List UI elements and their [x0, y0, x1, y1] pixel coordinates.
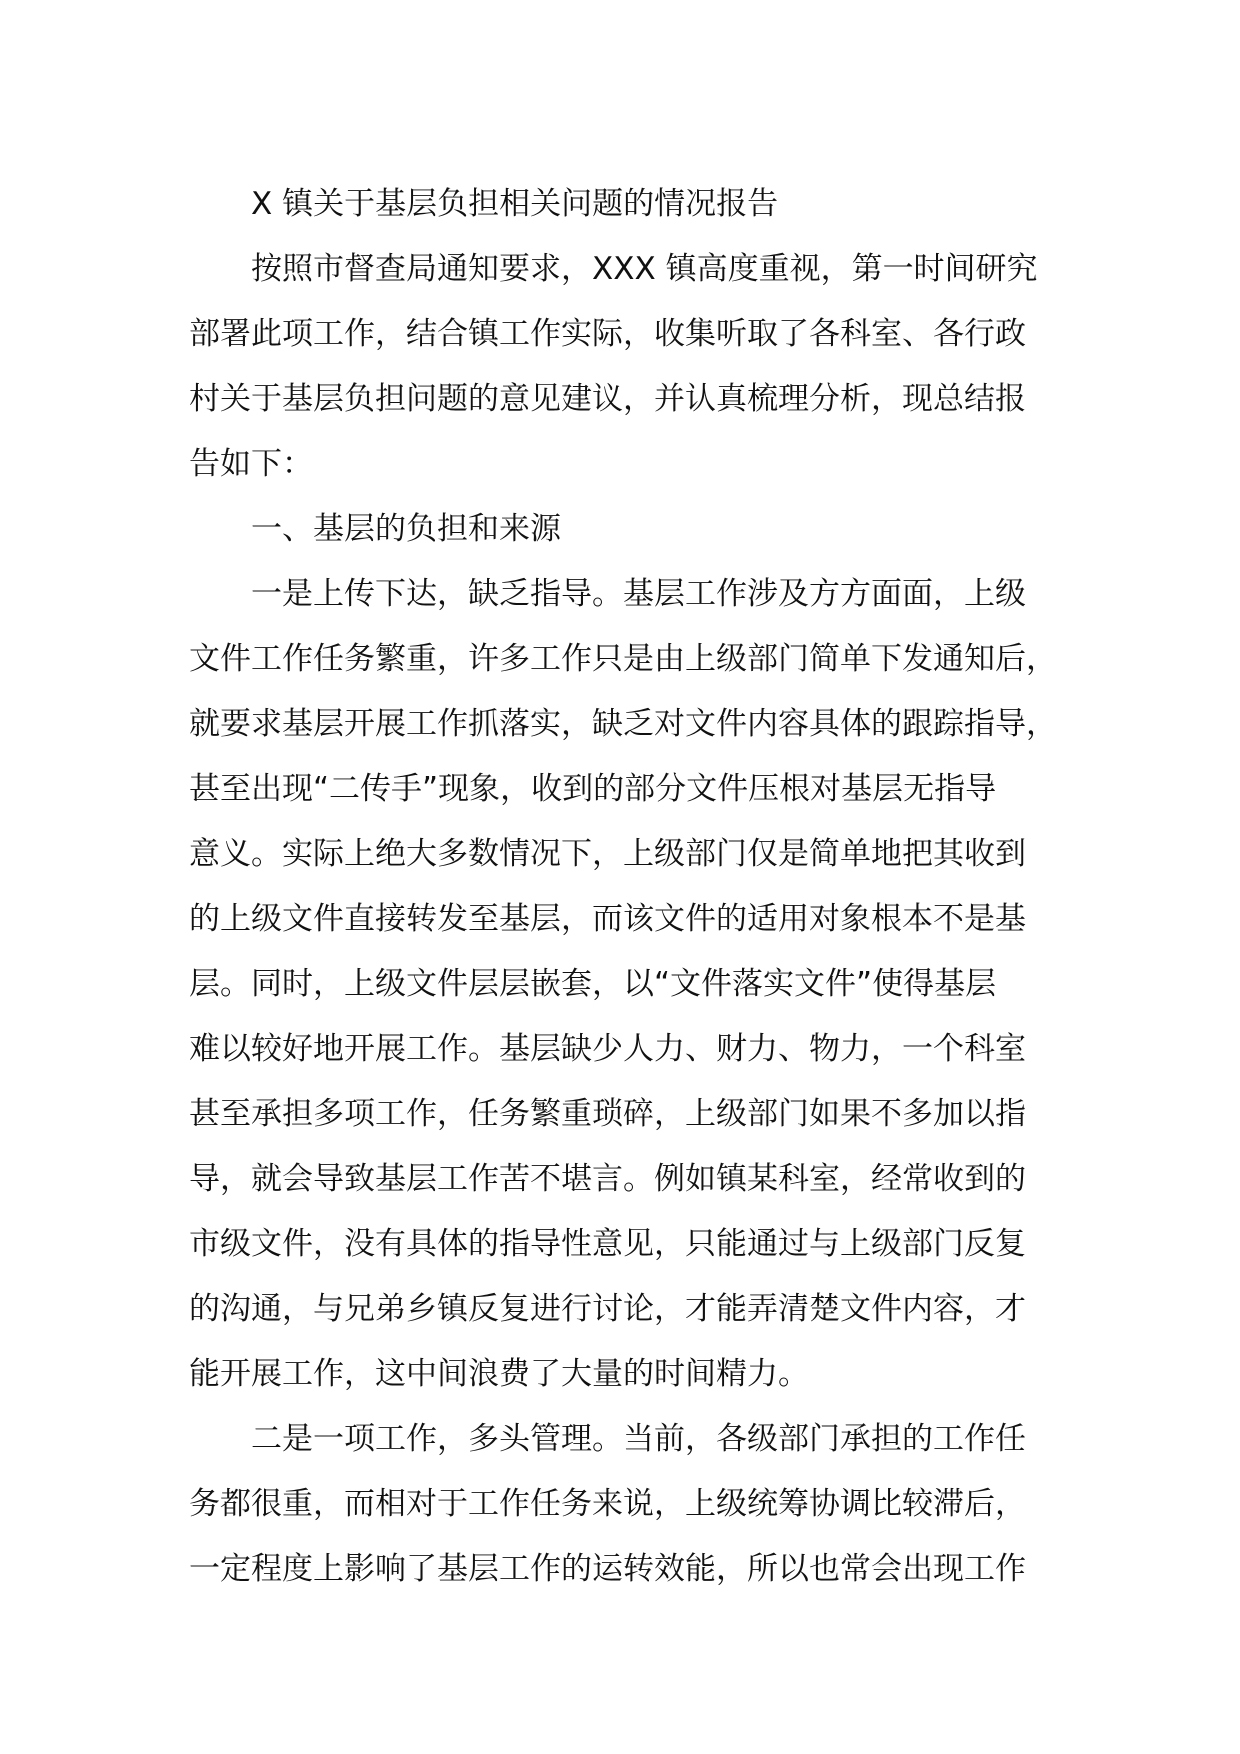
paragraph-line: 一是上传下达，缺乏指导。基层工作涉及方方面面，上级	[251, 576, 1026, 612]
paragraph-line: 一定程度上影响了基层工作的运转效能，所以也常会出现工作	[189, 1551, 1026, 1587]
paragraph-line: 的上级文件直接转发至基层，而该文件的适用对象根本不是基	[189, 901, 1026, 937]
paragraph-line: 村关于基层负担问题的意见建议，并认真梳理分析，现总结报	[189, 381, 1026, 417]
section-heading-text: 一、基层的负担和来源	[251, 511, 561, 547]
paragraph-intro	[189, 237, 1069, 497]
paragraph-line: 按照市督查局通知要求，XXX 镇高度重视，第一时间研究	[251, 251, 1038, 287]
paragraph-line: 层。同时，上级文件层层嵌套，以“文件落实文件”使得基层	[189, 966, 997, 1002]
paragraph-line: 能开展工作，这中间浪费了大量的时间精力。	[189, 1356, 809, 1392]
paragraph-line: 的沟通，与兄弟乡镇反复进行讨论，才能弄清楚文件内容，才	[189, 1291, 1026, 1327]
document-page	[189, 172, 1069, 1602]
paragraph-line: 告如下：	[189, 446, 313, 482]
paragraph-line: 就要求基层开展工作抓落实，缺乏对文件内容具体的跟踪指导，	[189, 706, 1057, 742]
paragraph-line: 甚至出现“二传手”现象，收到的部分文件压根对基层无指导	[189, 771, 997, 807]
paragraph-two	[189, 1407, 1069, 1602]
paragraph-line: 文件工作任务繁重，许多工作只是由上级部门简单下发通知后，	[189, 641, 1057, 677]
paragraph-line: 部署此项工作，结合镇工作实际，收集听取了各科室、各行政	[189, 316, 1026, 352]
paragraph-line: 意义。实际上绝大多数情况下，上级部门仅是简单地把其收到	[189, 836, 1026, 872]
paragraph-line: 甚至承担多项工作，任务繁重琐碎，上级部门如果不多加以指	[189, 1096, 1026, 1132]
paragraph-line: 务都很重，而相对于工作任务来说，上级统筹协调比较滞后，	[189, 1486, 1026, 1522]
document-title: X 镇关于基层负担相关问题的情况报告	[251, 186, 779, 222]
section-heading	[189, 497, 1069, 562]
paragraph-line: 二是一项工作，多头管理。当前，各级部门承担的工作任	[251, 1421, 1026, 1457]
paragraph-line: 市级文件，没有具体的指导性意见，只能通过与上级部门反复	[189, 1226, 1026, 1262]
paragraph-line: 导，就会导致基层工作苦不堪言。例如镇某科室，经常收到的	[189, 1161, 1026, 1197]
paragraph-one	[189, 562, 1069, 1407]
paragraph-line: 难以较好地开展工作。基层缺少人力、财力、物力，一个科室	[189, 1031, 1026, 1067]
